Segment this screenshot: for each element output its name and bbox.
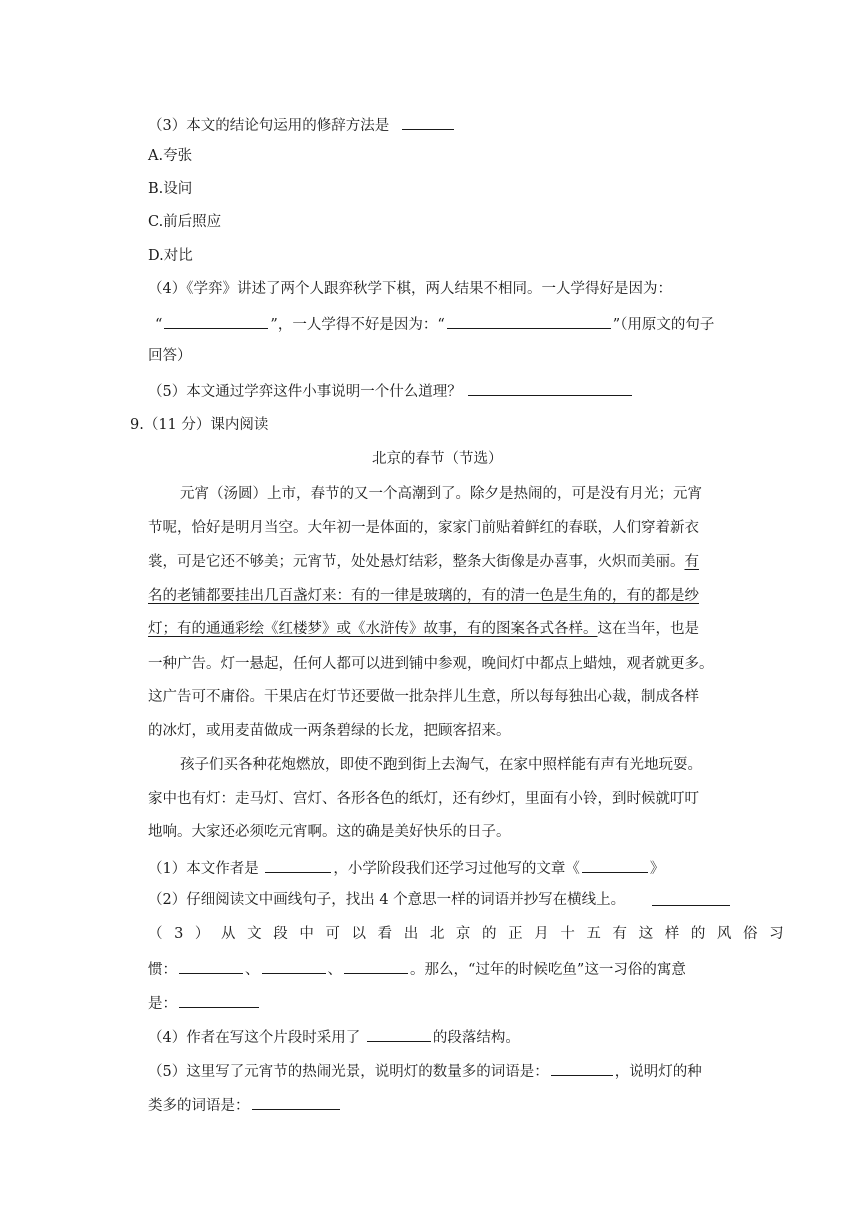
answer-blank[interactable] bbox=[447, 313, 611, 329]
q9-sub1: （1）本文作者是 ，小学阶段我们还学习过他写的文章《 》 bbox=[148, 857, 664, 879]
underlined-sentence: 灯；有的通通彩绘《红楼梦》或《水浒传》故事，有的图案各式各样。 bbox=[148, 621, 598, 637]
passage-line: 灯；有的通通彩绘《红楼梦》或《水浒传》故事，有的图案各式各样。这在当年，也是 bbox=[148, 621, 699, 637]
passage-line: 这广告可不庸俗。干果店在灯节还要做一批杂拌儿生意，所以每每独出心裁，制成各样 bbox=[148, 689, 699, 705]
passage-line: 的冰灯，或用麦苗做成一两条碧绿的长龙，把顾客招来。 bbox=[148, 723, 511, 739]
q9-sub3-line2: 惯： 、 、 。那么，“过年的时候吃鱼”这一习俗的寓意 bbox=[148, 958, 686, 980]
option-b: B.设问 bbox=[148, 181, 193, 197]
answer-blank[interactable] bbox=[252, 1094, 340, 1110]
q8-sub4-line1: （4）《学弈》讲述了两个人跟弈秋学下棋，两人结果不相同。一人学得好是因为： bbox=[148, 281, 672, 297]
answer-blank[interactable] bbox=[179, 958, 243, 974]
answer-blank[interactable] bbox=[265, 857, 331, 873]
q9-heading: 9.（11 分）课内阅读 bbox=[130, 417, 269, 433]
q8-sub4-line3: 回答） bbox=[148, 348, 192, 364]
answer-blank[interactable] bbox=[582, 857, 648, 873]
q9-sub2: （2）仔细阅读文中画线句子，找出 4 个意思一样的词语并抄写在横线上。 bbox=[148, 892, 626, 908]
underlined-sentence: 有 bbox=[684, 554, 699, 570]
passage-line: 地响。大家还必须吃元宵啊。这的确是美好快乐的日子。 bbox=[148, 824, 511, 840]
option-a: A.夸张 bbox=[148, 148, 193, 164]
passage-line: 裳，可是它还不够美；元宵节，处处悬灯结彩，整条大街像是办喜事，火炽而美丽。有 bbox=[148, 554, 699, 570]
answer-blank[interactable] bbox=[652, 890, 730, 906]
option-c: C.前后照应 bbox=[148, 214, 222, 230]
answer-blank[interactable] bbox=[262, 958, 326, 974]
answer-blank[interactable] bbox=[344, 958, 408, 974]
answer-blank[interactable] bbox=[164, 313, 268, 329]
q8-sub3: （3）本文的结论句运用的修辞方法是 bbox=[148, 114, 456, 136]
q9-sub4: （4）作者在写这个片段时采用了 的段落结构。 bbox=[148, 1026, 520, 1048]
q9-sub3-line1: （3）从文段中可以看出北京的正月十五有这样的风俗习 bbox=[148, 926, 796, 942]
q9-sub3-line3: 是： bbox=[148, 992, 261, 1014]
option-d: D.对比 bbox=[148, 248, 193, 264]
passage-line: 元宵（汤圆）上市，春节的又一个高潮到了。除夕是热闹的，可是没有月光；元宵 bbox=[180, 486, 702, 502]
q8-sub5: （5）本文通过学弈这件小事说明一个什么道理？ bbox=[148, 380, 634, 402]
answer-blank[interactable] bbox=[367, 1026, 431, 1042]
answer-blank[interactable] bbox=[551, 1060, 613, 1076]
answer-blank[interactable] bbox=[402, 114, 454, 130]
passage-line: 一种广告。灯一悬起，任何人都可以进到铺中参观，晚间灯中都点上蜡烛，观者就更多。 bbox=[148, 656, 714, 672]
answer-blank[interactable] bbox=[468, 380, 632, 396]
answer-blank[interactable] bbox=[179, 992, 259, 1008]
passage-title: 北京的春节（节选） bbox=[372, 451, 503, 467]
q9-sub5-line2: 类多的词语是： bbox=[148, 1094, 342, 1116]
underlined-sentence: 名的老铺都要挂出几百盏灯来：有的一律是玻璃的，有的清一色是生角的，有的都是纱 bbox=[148, 588, 699, 604]
q9-sub5-line1: （5）这里写了元宵节的热闹光景，说明灯的数量多的词语是： ，说明灯的种 bbox=[148, 1060, 702, 1082]
passage-line: 节呢，恰好是明月当空。大年初一是体面的，家家门前贴着鲜红的春联，人们穿着新衣 bbox=[148, 520, 699, 536]
q8-sub4-line2: “ ”，一人学得不好是因为：“ ”（用原文的句子 bbox=[155, 313, 714, 335]
passage-line: 家中也有灯：走马灯、宫灯、各形各色的纸灯，还有纱灯，里面有小铃，到时候就叮叮 bbox=[148, 791, 699, 807]
passage-line: 孩子们买各种花炮燃放，即使不跑到街上去淘气，在家中照样能有声有光地玩耍。 bbox=[180, 757, 702, 773]
